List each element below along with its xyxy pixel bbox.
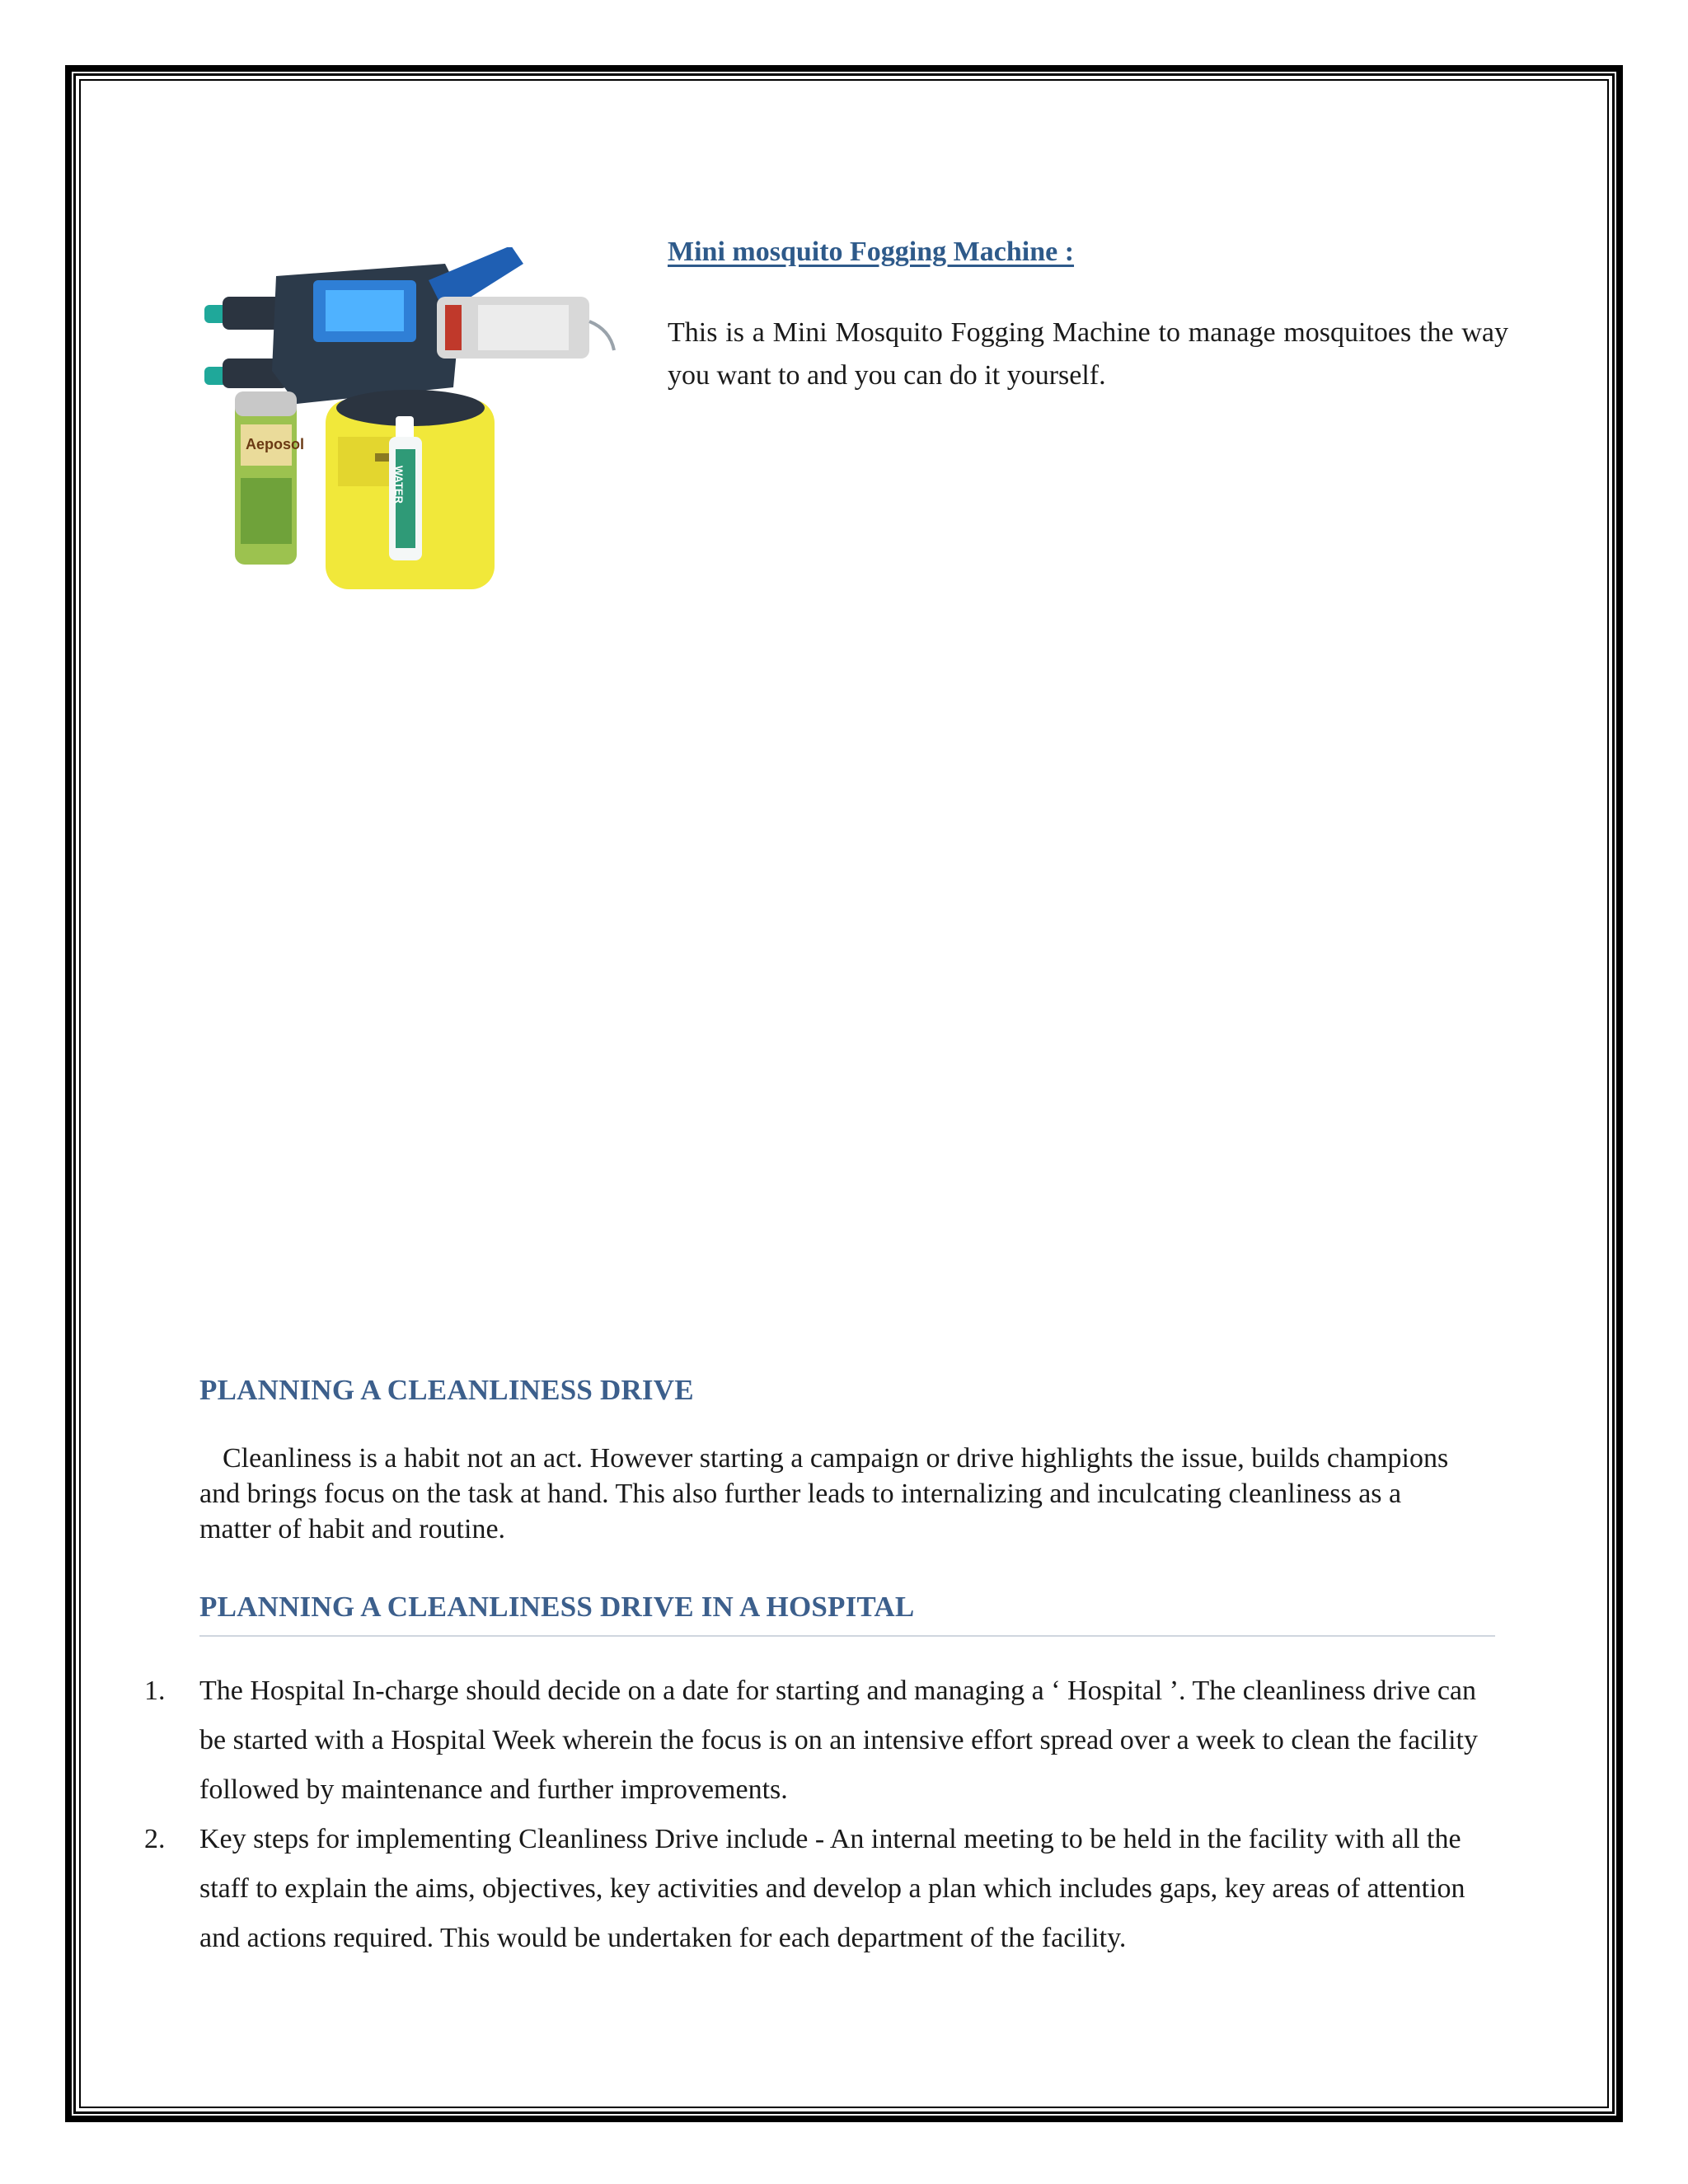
list-item: [144, 1666, 1496, 1815]
intro-paragraph-text: Cleanliness is a habit not an act. However starting a campaign or drive highlights the issue, builds champions and brings focus on the task at hand. This also further leads to internalizing and inculcating cleanliness as a matter of habit and routine.: [199, 1443, 1449, 1544]
product-title: Mini mosquito Fogging Machine :: [668, 237, 1075, 267]
mosquito-fogging-machine-photo: [198, 247, 618, 602]
list-item: [144, 1815, 1496, 1963]
section-heading-hospital-drive: PLANNING A CLEANLINESS DRIVE IN A HOSPITAL: [199, 1591, 915, 1623]
steps-list: [144, 1666, 1496, 1963]
product-description: This is a Mini Mosquito Fogging Machine to manage mosquitoes the way you want to and you can do it yourself.: [668, 317, 1508, 391]
list-item-text: The Hospital In-charge should decide on a date for starting and managing a ‘ Hospital ’. The cleanliness drive can be started with a Hospital Week wherein the focus is on an intensive effort spread over a week to clean the facility followed by maintenance and further improvements.: [199, 1675, 1478, 1805]
intro-paragraph: [199, 1441, 1452, 1547]
heading-divider: [199, 1635, 1495, 1637]
list-item-number: 1.: [144, 1675, 166, 1706]
canister-label: Aeposol: [246, 436, 305, 452]
bottle-label: WATER: [392, 466, 406, 504]
list-item-number: 2.: [144, 1824, 166, 1854]
fogging-machine-image: [198, 247, 618, 602]
section-heading-cleanliness-drive: PLANNING A CLEANLINESS DRIVE: [199, 1374, 694, 1406]
list-item-text: Key steps for implementing Cleanliness Drive include - An internal meeting to be held in the facility with all the staff to explain the aims, objectives, key activities and develop a plan which includes gaps, key areas of attention and actions required. This would be undertaken for each department of the facility.: [199, 1824, 1465, 1953]
